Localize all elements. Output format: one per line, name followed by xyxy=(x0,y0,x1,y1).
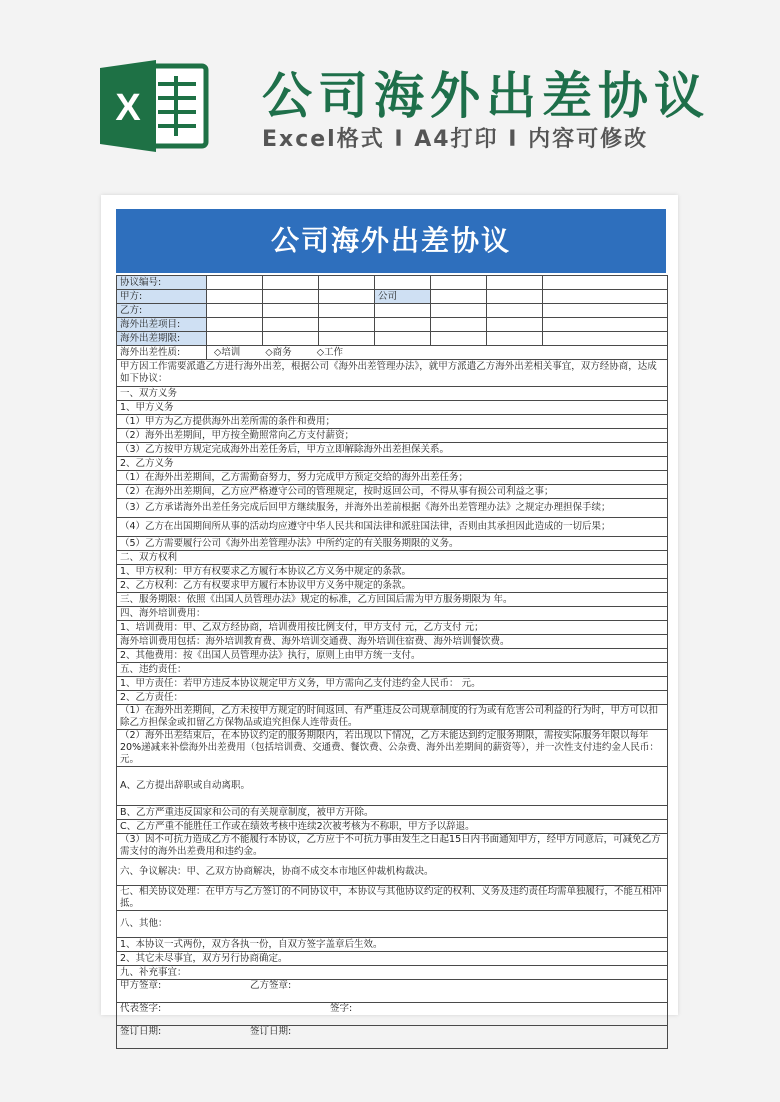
cell[interactable] xyxy=(543,290,668,304)
cell[interactable] xyxy=(319,276,375,290)
clause-text[interactable]: 一、双方义务 xyxy=(117,387,668,401)
clause-row xyxy=(117,401,668,415)
cell[interactable] xyxy=(319,290,375,304)
cell[interactable] xyxy=(207,318,263,332)
cell[interactable] xyxy=(431,290,487,304)
cell[interactable] xyxy=(263,332,319,346)
cell[interactable] xyxy=(431,318,487,332)
clause-list xyxy=(117,360,668,1049)
cell[interactable] xyxy=(263,318,319,332)
clause-row xyxy=(117,565,668,579)
clause-text[interactable]: 2、其它未尽事宜，双方另行协商确定。 xyxy=(117,952,668,966)
cell[interactable] xyxy=(207,290,263,304)
clause-row xyxy=(117,859,668,886)
table-row xyxy=(117,304,668,318)
clause-text[interactable]: A、乙方提出辞职或自动离职。 xyxy=(117,767,668,806)
clause-text[interactable]: 2、乙方权利：乙方有权要求甲方履行本协议甲方义务中规定的条款。 xyxy=(117,579,668,593)
clause-row xyxy=(117,966,668,980)
cell[interactable] xyxy=(207,276,263,290)
nature-label: 海外出差性质: xyxy=(117,346,207,360)
cell[interactable] xyxy=(263,304,319,318)
clause-text[interactable]: 八、其他： xyxy=(117,911,668,938)
clause-row xyxy=(117,952,668,966)
clause-row xyxy=(117,607,668,621)
cell[interactable] xyxy=(375,276,431,290)
document-sheet xyxy=(101,195,678,1037)
signature-row xyxy=(117,980,668,1003)
clause-text[interactable]: 甲方因工作需要派遣乙方进行海外出差，根据公司《海外出差管理办法》，就甲方派遣乙方海外出差相关事宜，双方经协商，达成如下协议： xyxy=(117,360,668,387)
clause-text[interactable]: 1、甲方权利：甲方有权要求乙方履行本协议乙方义务中规定的条款。 xyxy=(117,565,668,579)
cell[interactable] xyxy=(319,332,375,346)
cell[interactable] xyxy=(319,318,375,332)
agreement-table xyxy=(116,275,668,1049)
signature-cell[interactable] xyxy=(117,1003,668,1026)
clause-text[interactable]: 1、甲方义务 xyxy=(117,401,668,415)
table-row xyxy=(117,276,668,290)
clause-row xyxy=(117,593,668,607)
clause-text[interactable]: 三、服务期限：依照《出国人员管理办法》规定的标准，乙方回国后需为甲方服务期限为 年。 xyxy=(117,593,668,607)
clause-text[interactable]: 2、乙方义务 xyxy=(117,457,668,471)
cell[interactable] xyxy=(431,276,487,290)
clause-row xyxy=(117,820,668,834)
clause-text[interactable]: B、乙方严重违反国家和公司的有关规章制度，被甲方开除。 xyxy=(117,806,668,820)
clause-text[interactable]: （2）海外出差期间，甲方按全勤照常向乙方支付薪资； xyxy=(117,429,668,443)
clause-text[interactable]: 1、培训费用：甲、乙双方经协商，培训费用按比例支付，甲方支付 元，乙方支付 元； xyxy=(117,621,668,635)
clause-row xyxy=(117,730,668,767)
clause-text[interactable]: 2、乙方责任： xyxy=(117,691,668,705)
table-row xyxy=(117,332,668,346)
cell[interactable] xyxy=(487,276,543,290)
clause-row xyxy=(117,621,668,635)
clause-text[interactable]: （1）在海外出差期间，乙方需勤奋努力，努力完成甲方预定交给的海外出差任务； xyxy=(117,471,668,485)
option-business[interactable]: ◇商务 xyxy=(265,346,292,358)
clause-row xyxy=(117,387,668,401)
banner-title: 公司海外出差协议 xyxy=(262,67,710,125)
clause-text[interactable]: C、乙方严重不能胜任工作或在绩效考核中连续2次被考核为不称职，甲方予以辞退。 xyxy=(117,820,668,834)
clause-text[interactable]: （2）在海外出差期间，乙方应严格遵守公司的管理规定，按时返回公司，不得从事有损公司利益之事； xyxy=(117,485,668,499)
clause-text[interactable]: 六、争议解决：甲、乙双方协商解决，协商不成交本市地区仲裁机构裁决。 xyxy=(117,859,668,886)
excel-logo-icon xyxy=(100,60,210,152)
cell[interactable] xyxy=(207,332,263,346)
clause-row xyxy=(117,834,668,859)
date-a-label: 签订日期: xyxy=(120,1026,162,1037)
signature-cell[interactable] xyxy=(117,1026,668,1049)
clause-text[interactable]: （1）甲方为乙方提供海外出差所需的条件和费用； xyxy=(117,415,668,429)
period-label: 海外出差期限: xyxy=(117,332,207,346)
clause-text[interactable]: （3）因不可抗力造成乙方不能履行本协议，乙方应于不可抗力事由发生之日起15日内书面通知甲方，经甲方同意后，可减免乙方需支付的海外出差费用和违约金。 xyxy=(117,834,668,859)
clause-text[interactable]: 1、甲方责任：若甲方违反本协议规定甲方义务，甲方需向乙支付违约金人民币： 元。 xyxy=(117,677,668,691)
cell[interactable] xyxy=(431,332,487,346)
rep-sign-label: 代表签字: xyxy=(120,1003,162,1014)
clause-row xyxy=(117,663,668,677)
signature-row xyxy=(117,1003,668,1026)
signature-row xyxy=(117,1026,668,1049)
party-b-sign-label: 乙方签章: xyxy=(250,980,292,991)
clause-text[interactable]: 2、其他费用：按《出国人员管理办法》执行，原则上由甲方统一支付。 xyxy=(117,649,668,663)
clause-text[interactable]: 四、海外培训费用： xyxy=(117,607,668,621)
clause-row xyxy=(117,649,668,663)
clause-row xyxy=(117,938,668,952)
cell[interactable] xyxy=(543,304,668,318)
party-a-sign-label: 甲方签章: xyxy=(120,980,162,991)
cell[interactable] xyxy=(487,290,543,304)
banner-subtitle: Excel格式 Ι A4打印 Ι 内容可修改 xyxy=(262,127,649,152)
clause-text[interactable]: （3）乙方按甲方规定完成海外出差任务后，甲方立即解除海外出差担保关系。 xyxy=(117,443,668,457)
clause-text[interactable]: （4）乙方在出国期间所从事的活动均应遵守中华人民共和国法律和派驻国法律，否则由其承担因此造成的一切后果； xyxy=(117,518,668,537)
cell[interactable] xyxy=(543,276,668,290)
table-row xyxy=(117,318,668,332)
party-a-label: 甲方: xyxy=(117,290,207,304)
clause-text[interactable]: 1、本协议一式两份，双方各执一份，自双方签字盖章后生效。 xyxy=(117,938,668,952)
date-b-label: 签订日期: xyxy=(250,1026,292,1037)
banner xyxy=(0,0,780,190)
cell[interactable] xyxy=(487,304,543,318)
clause-row xyxy=(117,537,668,551)
clause-row xyxy=(117,705,668,730)
cell[interactable] xyxy=(543,318,668,332)
svg-text:X: X xyxy=(115,87,141,129)
clause-row xyxy=(117,767,668,806)
project-label: 海外出差项目: xyxy=(117,318,207,332)
clause-text[interactable]: 九、补充事宜： xyxy=(117,966,668,980)
clause-row xyxy=(117,415,668,429)
clause-row xyxy=(117,579,668,593)
clause-text[interactable]: （3）乙方承诺海外出差任务完成后回甲方继续服务，并海外出差前根据《海外出差管理办法》之规定办理担保手续； xyxy=(117,499,668,518)
clause-row xyxy=(117,499,668,518)
clause-row xyxy=(117,443,668,457)
cell[interactable] xyxy=(263,276,319,290)
signature-cell[interactable] xyxy=(117,980,668,1003)
clause-row xyxy=(117,691,668,705)
clause-row xyxy=(117,635,668,649)
agreement-no-label: 协议编号: xyxy=(117,276,207,290)
sign-label: 签字: xyxy=(330,1003,353,1014)
cell[interactable] xyxy=(207,304,263,318)
clause-row xyxy=(117,886,668,911)
cell[interactable] xyxy=(263,290,319,304)
clause-text[interactable]: 五、违约责任： xyxy=(117,663,668,677)
clause-row xyxy=(117,911,668,938)
cell[interactable] xyxy=(319,304,375,318)
clause-row xyxy=(117,551,668,565)
clause-row xyxy=(117,485,668,499)
clause-text[interactable]: （2）海外出差结束后，在本协议约定的服务期限内，若出现以下情况，乙方未能达到约定服务期限，需按实际服务年限以每年20%递减来补偿海外出差费用（包括培训费、交通费、餐饮费、公杂费、海外出差期间的薪资等），并一次性支付违约金人民币： 元。 xyxy=(117,730,668,767)
clause-row xyxy=(117,677,668,691)
clause-row xyxy=(117,518,668,537)
clause-row xyxy=(117,457,668,471)
clause-row xyxy=(117,360,668,387)
sheet-header-title: 公司海外出差协议 xyxy=(116,209,666,273)
cell[interactable] xyxy=(375,332,431,346)
clause-row xyxy=(117,429,668,443)
party-b-label: 乙方: xyxy=(117,304,207,318)
table-row xyxy=(117,290,668,304)
option-work[interactable]: ◇工作 xyxy=(316,346,343,358)
option-training[interactable]: ◇培训 xyxy=(214,346,241,358)
clause-row xyxy=(117,806,668,820)
clause-text[interactable]: 二、双方权利 xyxy=(117,551,668,565)
cell[interactable] xyxy=(375,304,431,318)
company-label: 公司 xyxy=(375,290,431,304)
clause-text[interactable]: 海外培训费用包括：海外培训教育费、海外培训交通费、海外培训住宿费、海外培训餐饮费。 xyxy=(117,635,668,649)
cell[interactable] xyxy=(487,332,543,346)
cell[interactable] xyxy=(375,318,431,332)
clause-text[interactable]: （5）乙方需要履行公司《海外出差管理办法》中所约定的有关服务期限的义务。 xyxy=(117,537,668,551)
cell[interactable] xyxy=(431,304,487,318)
cell[interactable] xyxy=(487,318,543,332)
table-row xyxy=(117,346,668,360)
cell[interactable] xyxy=(543,332,668,346)
clause-text[interactable]: 七、相关协议处理：在甲方与乙方签订的不同协议中，本协议与其他协议约定的权利、义务及违约责任均需单独履行，不能互相冲抵。 xyxy=(117,886,668,911)
clause-row xyxy=(117,471,668,485)
clause-text[interactable]: （1）在海外出差期间，乙方未按甲方规定的时间返回、有严重违反公司规章制度的行为或有危害公司利益的行为时，甲方可以扣除乙方担保金或扣留乙方保物品或追究担保人连带责任。 xyxy=(117,705,668,730)
nature-options xyxy=(207,346,668,360)
